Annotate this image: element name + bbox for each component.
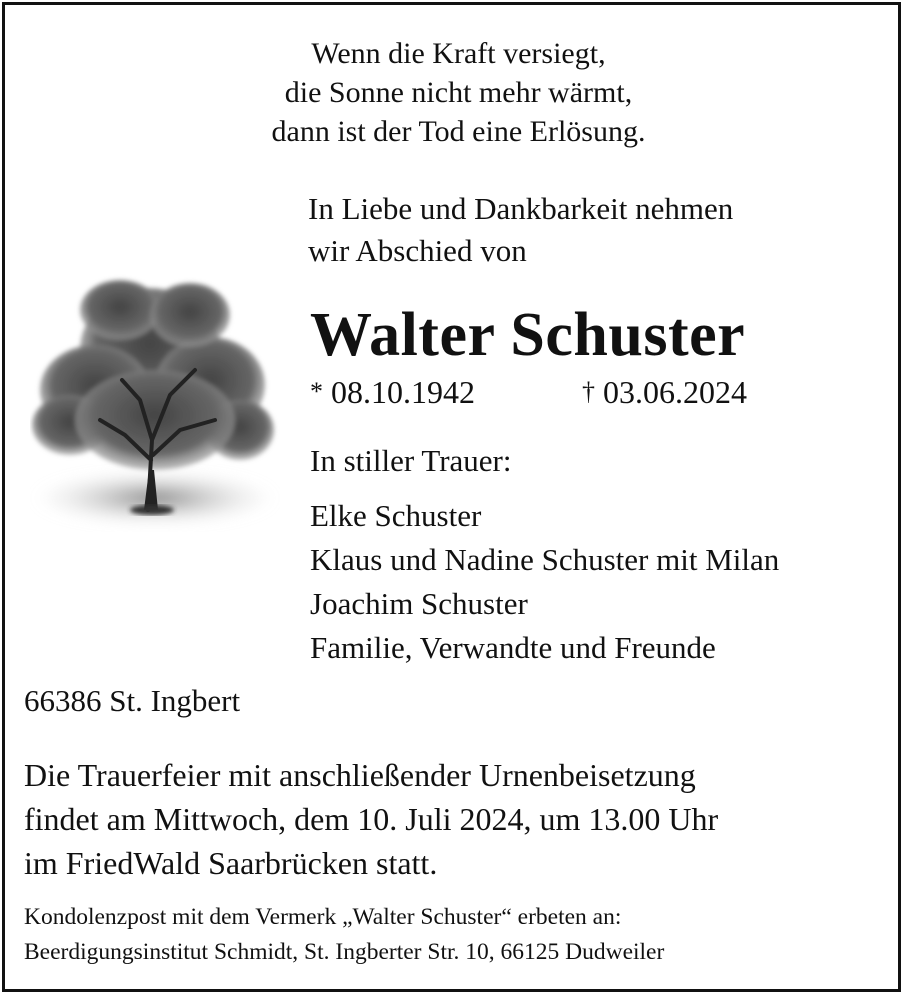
- mourner-name: Familie, Verwandte und Freunde: [310, 630, 716, 665]
- place: 66386 St. Ingbert: [24, 683, 241, 718]
- ceremony-line: im FriedWald Saarbrücken statt.: [24, 845, 438, 881]
- death-date-line: [582, 374, 747, 411]
- mourner-name: Joachim Schuster: [310, 586, 528, 621]
- star-icon: *: [310, 377, 323, 406]
- cross-icon: †: [582, 377, 595, 406]
- poem-line: die Sonne nicht mehr wärmt,: [284, 76, 633, 109]
- intro-text: [308, 188, 733, 272]
- ceremony-text: [24, 753, 718, 885]
- tree-icon: [30, 270, 280, 550]
- birth-date: 08.10.1942: [331, 374, 475, 410]
- deceased-name: Walter Schuster: [310, 301, 746, 369]
- mourner-name: Klaus und Nadine Schuster mit Milan: [310, 542, 780, 577]
- death-date: 03.06.2024: [603, 374, 747, 410]
- mourners-heading: In stiller Trauer:: [310, 443, 512, 478]
- intro-line: In Liebe und Dankbarkeit nehmen: [308, 191, 734, 226]
- ceremony-line: Die Trauerfeier mit anschließender Urnenbeisetzung: [24, 757, 696, 793]
- poem-line: Wenn die Kraft versiegt,: [311, 37, 606, 70]
- poem: [0, 34, 909, 151]
- condolence-line: Kondolenzpost mit dem Vermerk „Walter Schuster“ erbeten an:: [24, 904, 622, 930]
- condolence-text: [24, 900, 664, 970]
- condolence-line: Beerdigungsinstitut Schmidt, St. Ingberter Str. 10, 66125 Dudweiler: [24, 939, 665, 965]
- ceremony-line: findet am Mittwoch, dem 10. Juli 2024, um 13.00 Uhr: [24, 801, 719, 837]
- poem-line: dann ist der Tod eine Erlösung.: [271, 115, 646, 148]
- birth-date-line: [310, 374, 475, 411]
- mourners-list: [310, 494, 779, 670]
- intro-line: wir Abschied von: [308, 233, 527, 268]
- mourner-name: Elke Schuster: [310, 498, 482, 533]
